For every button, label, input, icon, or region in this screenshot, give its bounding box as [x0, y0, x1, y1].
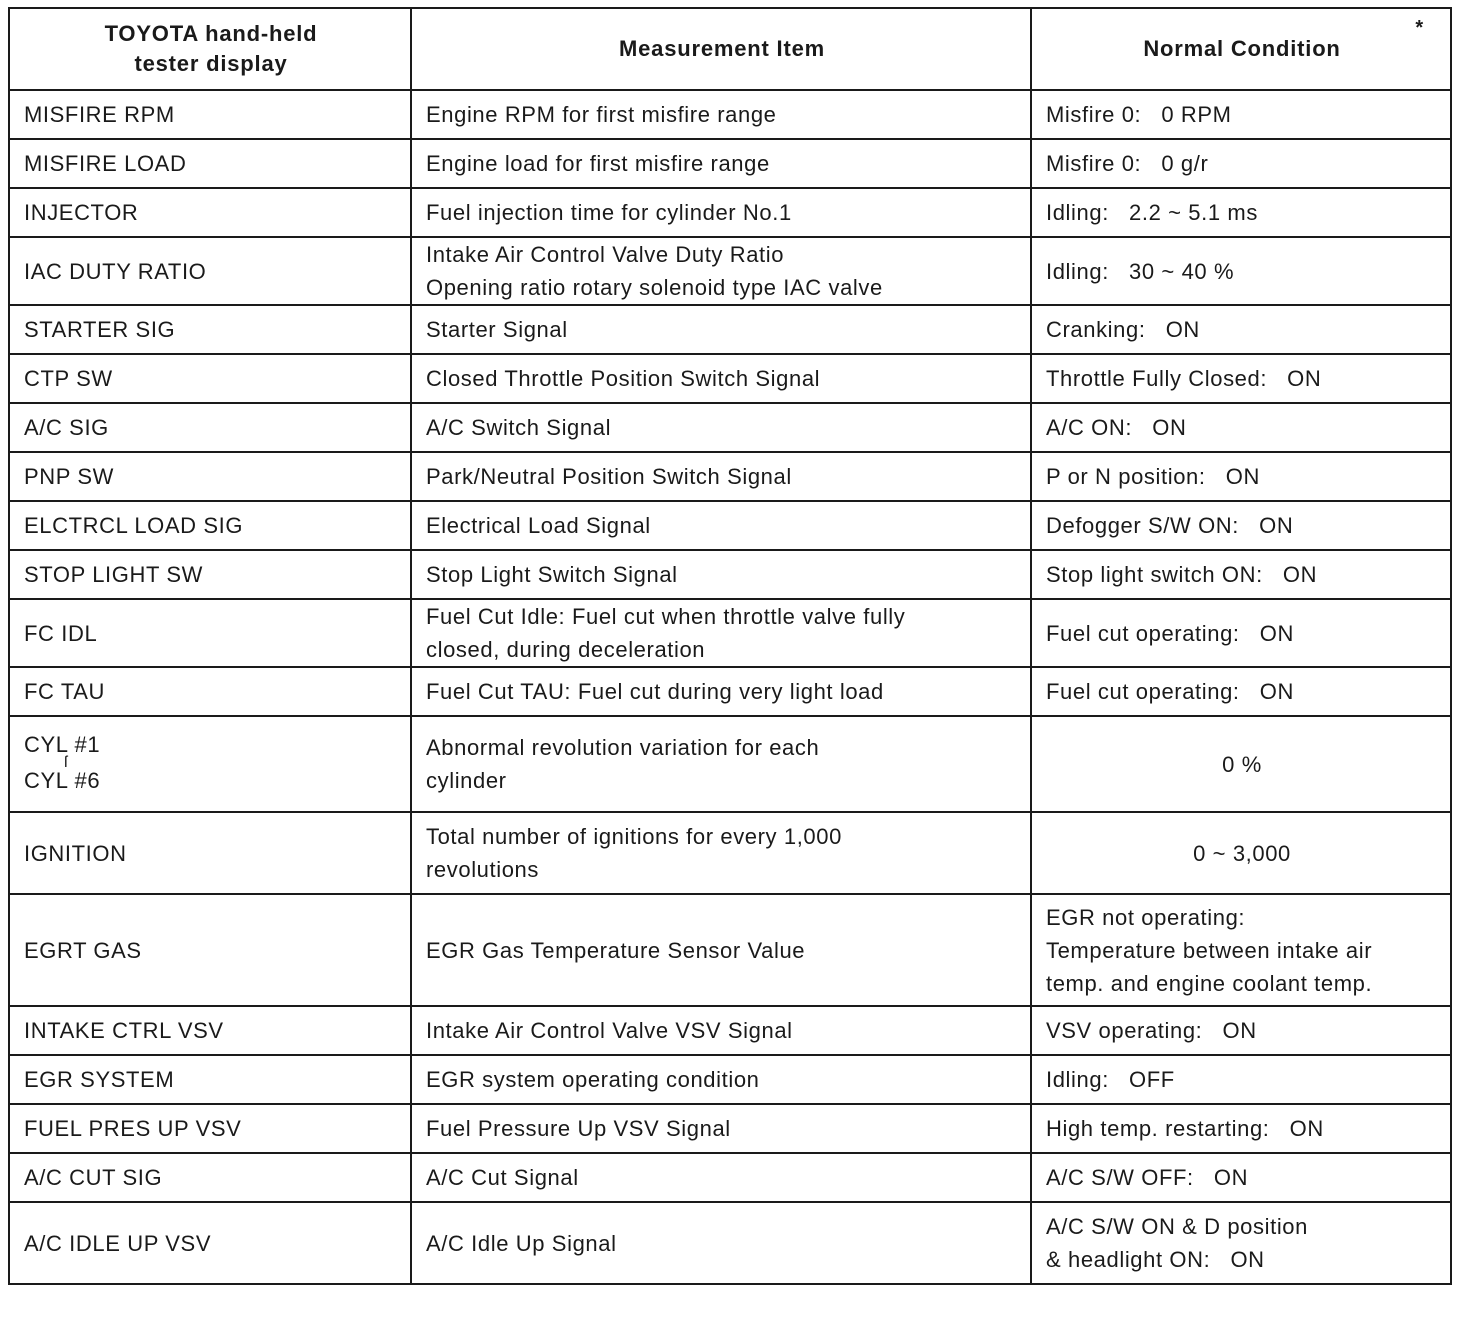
normal-condition-line: temp. and engine coolant temp. — [1046, 970, 1373, 996]
cell-tester-display: MISFIRE RPM — [9, 90, 411, 139]
cell-normal-condition — [1031, 354, 1451, 403]
normal-condition-line: Defogger S/W ON: ON — [1046, 513, 1294, 538]
asterisk-mark: * — [1415, 17, 1424, 39]
cell-normal-condition — [1031, 894, 1451, 1006]
measurement-item-line: Engine load for first misfire range — [426, 151, 770, 176]
cell-normal-condition — [1031, 305, 1451, 354]
cell-measurement-item — [411, 1153, 1031, 1202]
cell-normal-condition — [1031, 452, 1451, 501]
table-header-row — [9, 8, 1451, 90]
normal-condition-line: Idling: OFF — [1046, 1067, 1175, 1092]
table-row — [9, 716, 1451, 812]
measurement-item-line: Closed Throttle Position Switch Signal — [426, 366, 821, 391]
cell-normal-condition — [1031, 1104, 1451, 1153]
cell-tester-display: PNP SW — [9, 452, 411, 501]
table-row — [9, 403, 1451, 452]
cell-tester-display: FC TAU — [9, 667, 411, 716]
cell-measurement-item — [411, 716, 1031, 812]
measurement-item-line: Fuel Cut TAU: Fuel cut during very light load — [426, 679, 884, 704]
measurement-item-line: Starter Signal — [426, 317, 568, 342]
table-row — [9, 1202, 1451, 1284]
cell-measurement-item — [411, 894, 1031, 1006]
cell-measurement-item — [411, 237, 1031, 305]
table-row — [9, 1153, 1451, 1202]
measurement-item-line: Abnormal revolution variation for each — [426, 735, 820, 760]
table-row — [9, 90, 1451, 139]
cell-tester-display: A/C SIG — [9, 403, 411, 452]
measurement-item-line: Stop Light Switch Signal — [426, 562, 678, 587]
cell-measurement-item — [411, 1104, 1031, 1153]
cell-normal-condition — [1031, 667, 1451, 716]
header-tester-display — [9, 8, 411, 90]
normal-condition-line: 0 ~ 3,000 — [1193, 840, 1291, 866]
cell-normal-condition — [1031, 599, 1451, 667]
measurement-item-line: Fuel injection time for cylinder No.1 — [426, 200, 792, 225]
measurement-item-line: Engine RPM for first misfire range — [426, 102, 777, 127]
table-row — [9, 1104, 1451, 1153]
table-row — [9, 354, 1451, 403]
table-row — [9, 305, 1451, 354]
cylinder-range-start: CYL #1 — [24, 732, 101, 757]
cell-measurement-item — [411, 90, 1031, 139]
cell-normal-condition — [1031, 812, 1451, 894]
header-tester-display-line1: TOYOTA hand-held — [104, 21, 318, 46]
cell-normal-condition — [1031, 1006, 1451, 1055]
cell-tester-display: A/C CUT SIG — [9, 1153, 411, 1202]
normal-condition-line: Idling: 30 ~ 40 % — [1046, 258, 1235, 284]
normal-condition-line: EGR not operating: — [1046, 904, 1246, 930]
cell-normal-condition — [1031, 188, 1451, 237]
normal-condition-line: Throttle Fully Closed: ON — [1046, 366, 1322, 391]
cell-normal-condition — [1031, 90, 1451, 139]
header-tester-display-line2: tester display — [134, 51, 288, 76]
normal-condition-line: Temperature between intake air — [1046, 937, 1373, 963]
measurement-item-line: Intake Air Control Valve VSV Signal — [426, 1018, 793, 1043]
cylinder-range — [24, 729, 398, 799]
cell-measurement-item — [411, 667, 1031, 716]
normal-condition-line: Stop light switch ON: ON — [1046, 562, 1318, 587]
cell-tester-display: EGR SYSTEM — [9, 1055, 411, 1104]
normal-condition-line: 0 % — [1222, 751, 1262, 777]
table-row — [9, 812, 1451, 894]
measurement-item-line: Opening ratio rotary solenoid type IAC valve — [426, 275, 883, 300]
cell-normal-condition — [1031, 403, 1451, 452]
cell-normal-condition — [1031, 1153, 1451, 1202]
cell-measurement-item — [411, 599, 1031, 667]
normal-condition-line: & headlight ON: ON — [1046, 1247, 1265, 1272]
normal-condition-line: Misfire 0: 0 RPM — [1046, 102, 1232, 127]
measurement-item-line: Park/Neutral Position Switch Signal — [426, 464, 792, 489]
cell-measurement-item — [411, 403, 1031, 452]
cell-normal-condition — [1031, 1202, 1451, 1284]
cell-tester-display: STOP LIGHT SW — [9, 550, 411, 599]
measurement-item-line: EGR system operating condition — [426, 1067, 760, 1092]
range-mark: ſ — [64, 754, 69, 771]
table-row — [9, 550, 1451, 599]
cell-tester-display: ELCTRCL LOAD SIG — [9, 501, 411, 550]
measurement-item-line: revolutions — [426, 857, 539, 882]
cell-normal-condition — [1031, 501, 1451, 550]
cell-normal-condition — [1031, 1055, 1451, 1104]
normal-condition-line: Idling: 2.2 ~ 5.1 ms — [1046, 200, 1258, 225]
table-row — [9, 452, 1451, 501]
cell-tester-display: INJECTOR — [9, 188, 411, 237]
header-normal-condition — [1031, 8, 1451, 90]
measurement-item-line: closed, during deceleration — [426, 637, 706, 662]
normal-condition-line: Fuel cut operating: ON — [1046, 679, 1294, 704]
cell-measurement-item — [411, 501, 1031, 550]
measurement-item-line: A/C Cut Signal — [426, 1165, 579, 1190]
table-row — [9, 139, 1451, 188]
cell-tester-display: EGRT GAS — [9, 894, 411, 1006]
measurement-item-line: A/C Switch Signal — [426, 415, 612, 440]
cell-tester-display: A/C IDLE UP VSV — [9, 1202, 411, 1284]
cell-normal-condition — [1031, 237, 1451, 305]
cell-tester-display: FUEL PRES UP VSV — [9, 1104, 411, 1153]
cell-measurement-item — [411, 1006, 1031, 1055]
measurement-item-line: EGR Gas Temperature Sensor Value — [426, 937, 806, 963]
table-row — [9, 237, 1451, 305]
cell-measurement-item — [411, 305, 1031, 354]
table-body — [9, 90, 1451, 1284]
cell-tester-display: IGNITION — [9, 812, 411, 894]
normal-condition-line: High temp. restarting: ON — [1046, 1116, 1324, 1141]
normal-condition-line: A/C S/W OFF: ON — [1046, 1165, 1249, 1190]
table-row — [9, 667, 1451, 716]
normal-condition-line: VSV operating: ON — [1046, 1018, 1257, 1043]
normal-condition-line: Fuel cut operating: ON — [1046, 620, 1294, 646]
normal-condition-line: Cranking: ON — [1046, 317, 1200, 342]
cell-measurement-item — [411, 188, 1031, 237]
cell-normal-condition — [1031, 716, 1451, 812]
normal-condition-line: Misfire 0: 0 g/r — [1046, 151, 1209, 176]
document-page — [8, 7, 1450, 1285]
cell-tester-display: FC IDL — [9, 599, 411, 667]
cell-normal-condition — [1031, 139, 1451, 188]
cell-measurement-item — [411, 550, 1031, 599]
cell-measurement-item — [411, 812, 1031, 894]
normal-condition-line: A/C ON: ON — [1046, 415, 1187, 440]
cell-tester-display: IAC DUTY RATIO — [9, 237, 411, 305]
cell-measurement-item — [411, 354, 1031, 403]
cell-normal-condition — [1031, 550, 1451, 599]
table-row — [9, 501, 1451, 550]
measurement-item-line: Electrical Load Signal — [426, 513, 651, 538]
measurement-item-line: Fuel Cut Idle: Fuel cut when throttle valve fully — [426, 604, 906, 629]
table-row — [9, 894, 1451, 1006]
normal-condition-line: A/C S/W ON & D position — [1046, 1214, 1308, 1239]
cell-tester-display: CTP SW — [9, 354, 411, 403]
table-row — [9, 1055, 1451, 1104]
measurement-item-line: Total number of ignitions for every 1,000 — [426, 824, 842, 849]
table-row — [9, 188, 1451, 237]
cylinder-range-end: CYL #6 — [24, 768, 101, 793]
cell-measurement-item — [411, 139, 1031, 188]
measurement-item-line: Intake Air Control Valve Duty Ratio — [426, 242, 785, 267]
header-normal-condition-label: Normal Condition — [1143, 36, 1341, 61]
measurement-item-line: cylinder — [426, 768, 507, 793]
table-row — [9, 599, 1451, 667]
cell-tester-display — [9, 716, 411, 812]
table-row — [9, 1006, 1451, 1055]
normal-condition-line: P or N position: ON — [1046, 464, 1260, 489]
measurement-item-line: A/C Idle Up Signal — [426, 1230, 617, 1256]
cell-tester-display: INTAKE CTRL VSV — [9, 1006, 411, 1055]
tester-data-table — [8, 7, 1452, 1285]
cell-measurement-item — [411, 1055, 1031, 1104]
cell-measurement-item — [411, 452, 1031, 501]
cell-tester-display: STARTER SIG — [9, 305, 411, 354]
header-measurement-item: Measurement Item — [411, 8, 1031, 90]
measurement-item-line: Fuel Pressure Up VSV Signal — [426, 1116, 731, 1141]
cell-tester-display: MISFIRE LOAD — [9, 139, 411, 188]
cell-measurement-item — [411, 1202, 1031, 1284]
